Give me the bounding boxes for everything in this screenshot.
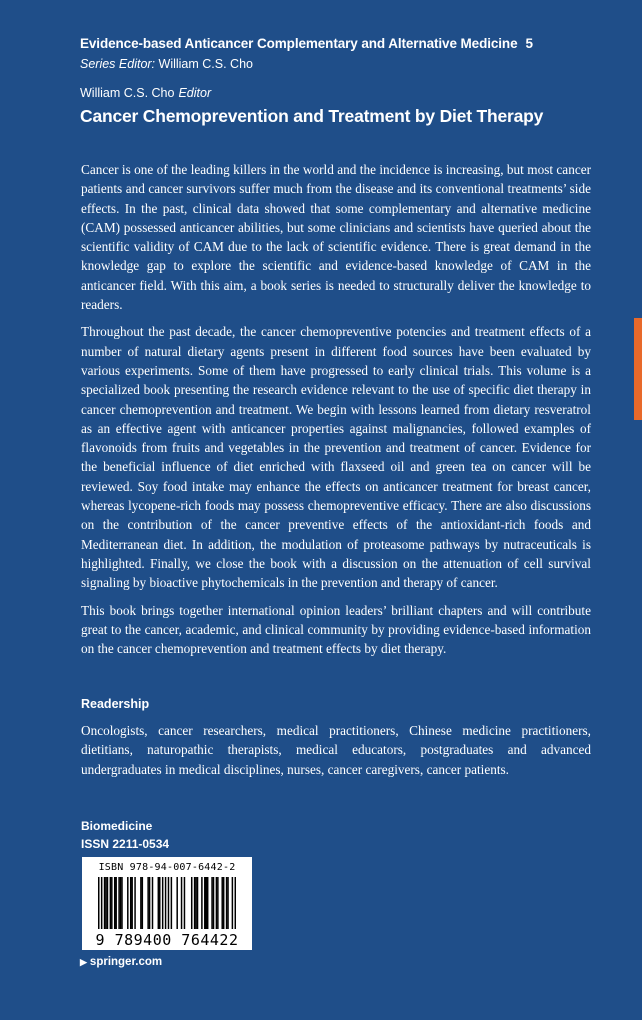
barcode-bar [101, 877, 103, 929]
barcode-bar [147, 877, 149, 929]
barcode-bars [98, 877, 236, 929]
barcode-bar [105, 877, 107, 929]
barcode-bar [159, 877, 161, 929]
barcode-bar [221, 877, 223, 929]
issn-number: ISSN 2211-0534 [81, 837, 170, 851]
barcode-bar [204, 877, 206, 929]
barcode-bar [158, 877, 160, 929]
barcode-bar [120, 877, 122, 929]
series-editor-name: William C.S. Cho [158, 57, 253, 71]
barcode-bar [197, 877, 199, 929]
barcode-bar [184, 877, 186, 929]
arrow-right-icon: ▶ [80, 957, 87, 967]
barcode-bar [149, 877, 151, 929]
barcode-bar [115, 877, 117, 929]
series-editor-label: Series Editor: [80, 57, 156, 71]
barcode-bar [207, 877, 209, 929]
isbn-label: ISBN 978-94-007-6442-2 [98, 862, 236, 873]
barcode-bar [110, 877, 112, 929]
subject-category: Biomedicine [81, 819, 153, 833]
barcode-bar [98, 877, 100, 929]
editor-line [80, 86, 211, 100]
barcode-bar [227, 877, 229, 929]
barcode-bar [114, 877, 116, 929]
barcode-bar [152, 877, 154, 929]
barcode [82, 857, 252, 950]
barcode-bar [194, 877, 196, 929]
publisher-website[interactable] [80, 956, 162, 968]
barcode-bar [195, 877, 197, 929]
series-title: Evidence-based Anticancer Complementary and Alternative Medicine [80, 36, 518, 51]
spine-accent-stripe [634, 318, 642, 420]
series-number: 5 [525, 36, 533, 51]
barcode-bar [104, 877, 106, 929]
barcode-bar [181, 877, 183, 929]
book-title: Cancer Chemoprevention and Treatment by Diet Therapy [80, 106, 544, 126]
editor-role: Editor [178, 86, 212, 100]
barcode-bar [142, 877, 144, 929]
barcode-bar [226, 877, 228, 929]
barcode-bar [168, 877, 170, 929]
barcode-bar [191, 877, 193, 929]
readership-heading: Readership [81, 697, 150, 711]
blurb-paragraph: Cancer is one of the leading killers in the world and the incidence is increasing, but most cancer patients and cancer survivors suffer much from the disease and its conventional treatments’ side effects. In the past, clinical data showed that some complementary and alternative medicine (CAM) possessed anticancer abilities, but some clinicians and scientists have queried about the scientific validity of CAM due to the lack of scientific evidence. There is great demand in the knowledge gap to explore the scientific and evidence-based knowledge of CAM in the anticancer field. With this aim, a book series is needed to structurally deliver the knowledge to readers. [81, 162, 591, 313]
barcode-bar [127, 877, 129, 929]
barcode-bar [176, 877, 178, 929]
barcode-bar [107, 877, 109, 929]
barcode-bar [201, 877, 203, 929]
blurb-text [81, 160, 591, 666]
barcode-bar [134, 877, 136, 929]
barcode-bar [130, 877, 132, 929]
website-label: springer.com [89, 956, 163, 968]
readership-text: Oncologists, cancer researchers, medical practitioners, Chinese medicine practitioners, dietitians, naturopathic therapists, medical educators, postgraduates and advanced undergraduates in medical disciplines, nurses, cancer caregivers, cancer patients. [81, 723, 591, 777]
barcode-bar [118, 877, 120, 929]
barcode-bar [121, 877, 123, 929]
barcode-bar [171, 877, 173, 929]
blurb-paragraph: This book brings together international opinion leaders’ brilliant chapters and will contribute great to the cancer, academic, and clinical community by providing evidence-based information on the cancer chemoprevention and treatment effects by diet therapy. [81, 602, 591, 657]
barcode-bar [162, 877, 164, 929]
barcode-bar [223, 877, 225, 929]
barcode-bar [235, 877, 236, 929]
ean-digits: 9 789400 764422 [95, 931, 239, 949]
barcode-bar [217, 877, 219, 929]
barcode-bar [111, 877, 113, 929]
barcode-bar [232, 877, 234, 929]
barcode-bar [140, 877, 142, 929]
barcode-bar [205, 877, 207, 929]
series-editor-line [80, 57, 253, 71]
barcode-bar [213, 877, 215, 929]
blurb-paragraph: Throughout the past decade, the cancer chemopreventive potencies and treatment effects of a number of natural dietary agents present in different food sources have been evaluated by various experiments. Some of them have progressed to early clinical trials. This volume is a specialized book presenting the research evidence relevant to the use of specific diet therapy in cancer chemoprevention and treatment. We begin with lessons learned from dietary resveratrol as an effective agent with anticancer properties against malignancies, followed examples of flavonoids from fruits and vegetables in the prevention and treatment of cancer. Evidence for the beneficial influence of diet enriched with flaxseed oil and green tea on cancer will be reviewed. Soy food intake may enhance the effects on anticancer treatment for breast cancer, whereas lycopene-rich foods may possess chemopreventive efficacy. There are also discussions on the contribution of the cancer preventive effects of the antioxidant-rich foods and Mediterranean diet. In addition, the modulation of proteasome pathways by nutraceuticals is highlighted. Finally, we close the book with a discussion on the attenuation of cell survival signaling by bioactive phytochemicals in the prevention and therapy of cancer. [81, 324, 591, 591]
series-title-line [80, 36, 533, 51]
barcode-bar [165, 877, 167, 929]
barcode-bar [211, 877, 213, 929]
barcode-bar [216, 877, 218, 929]
barcode-bar [131, 877, 133, 929]
editor-name: William C.S. Cho [80, 86, 175, 100]
